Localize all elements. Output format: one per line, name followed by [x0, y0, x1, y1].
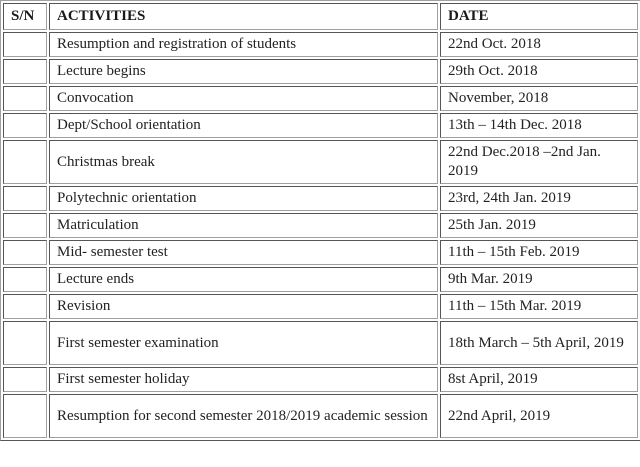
cell-date: 25th Jan. 2019: [440, 213, 638, 238]
table-row: [3, 294, 638, 319]
cell-sn: [3, 86, 47, 111]
cell-sn: [3, 267, 47, 292]
table-row: [3, 186, 638, 211]
table-row: [3, 240, 638, 265]
cell-sn: [3, 32, 47, 57]
header-date: DATE: [440, 3, 638, 30]
table-row: [3, 140, 638, 184]
table-row: [3, 86, 638, 111]
table-row: [3, 213, 638, 238]
table-header: [3, 3, 638, 30]
cell-activity: Lecture begins: [49, 59, 438, 84]
cell-sn: [3, 140, 47, 184]
header-sn: S/N: [3, 3, 47, 30]
cell-activity: First semester examination: [49, 321, 438, 365]
cell-sn: [3, 294, 47, 319]
cell-activity: Resumption for second semester 2018/2019 academic session: [49, 394, 438, 438]
cell-activity: Polytechnic orientation: [49, 186, 438, 211]
cell-activity: Christmas break: [49, 140, 438, 184]
cell-sn: [3, 113, 47, 138]
cell-date: 11th – 15th Mar. 2019: [440, 294, 638, 319]
cell-activity: Revision: [49, 294, 438, 319]
table-row: [3, 32, 638, 57]
cell-date: 23rd, 24th Jan. 2019: [440, 186, 638, 211]
cell-date: 13th – 14th Dec. 2018: [440, 113, 638, 138]
cell-date: 22nd Dec.2018 –2nd Jan. 2019: [440, 140, 638, 184]
cell-date: 18th March – 5th April, 2019: [440, 321, 638, 365]
cell-sn: [3, 186, 47, 211]
cell-date: 8st April, 2019: [440, 367, 638, 392]
cell-sn: [3, 367, 47, 392]
cell-activity: First semester holiday: [49, 367, 438, 392]
cell-date: 29th Oct. 2018: [440, 59, 638, 84]
cell-sn: [3, 394, 47, 438]
cell-date: 22nd Oct. 2018: [440, 32, 638, 57]
table-row: [3, 394, 638, 438]
table-row: [3, 267, 638, 292]
table-row: [3, 113, 638, 138]
cell-sn: [3, 213, 47, 238]
cell-activity: Convocation: [49, 86, 438, 111]
cell-date: 11th – 15th Feb. 2019: [440, 240, 638, 265]
header-activities: ACTIVITIES: [49, 3, 438, 30]
cell-activity: Dept/School orientation: [49, 113, 438, 138]
cell-sn: [3, 59, 47, 84]
cell-date: 9th Mar. 2019: [440, 267, 638, 292]
table-row: [3, 321, 638, 365]
table-body: [3, 32, 638, 438]
cell-sn: [3, 240, 47, 265]
cell-activity: Mid- semester test: [49, 240, 438, 265]
cell-sn: [3, 321, 47, 365]
table-row: [3, 59, 638, 84]
cell-date: 22nd April, 2019: [440, 394, 638, 438]
cell-activity: Matriculation: [49, 213, 438, 238]
cell-activity: Lecture ends: [49, 267, 438, 292]
table-row: [3, 367, 638, 392]
header-row: [3, 3, 638, 30]
cell-activity: Resumption and registration of students: [49, 32, 438, 57]
cell-date: November, 2018: [440, 86, 638, 111]
